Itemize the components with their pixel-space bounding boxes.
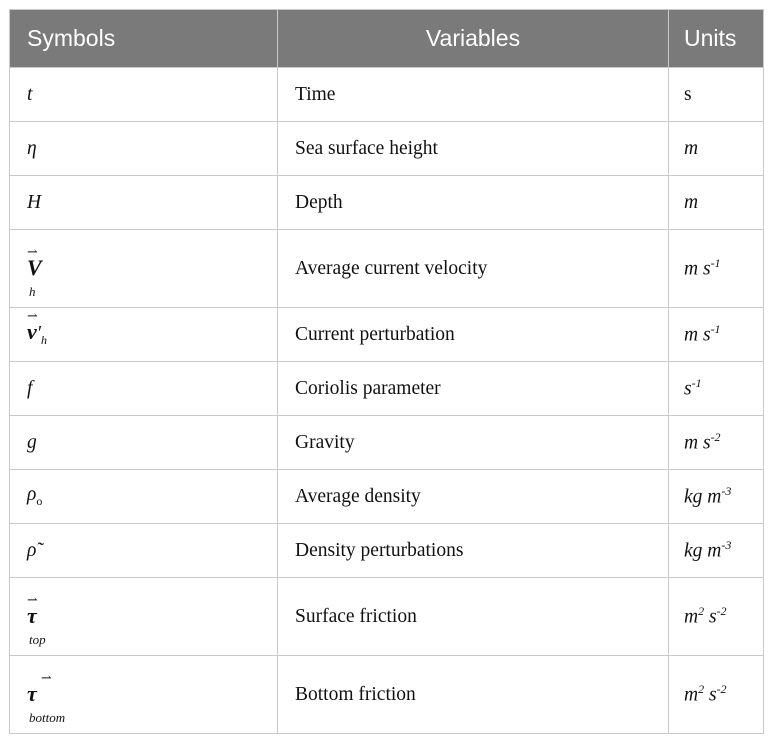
variable-cell: Current perturbation bbox=[278, 308, 669, 362]
symbol-subscript: h bbox=[41, 332, 48, 347]
symbol-cell: η bbox=[10, 122, 278, 176]
header-units: Units bbox=[669, 10, 764, 68]
vector-arrow-icon: ⇀ bbox=[27, 591, 38, 607]
table-row bbox=[10, 122, 764, 176]
unit-cell: $m^2$ $s^{-2}$ bbox=[669, 578, 764, 656]
vector-arrow-icon: ⇀ bbox=[41, 669, 52, 685]
table-row bbox=[10, 176, 764, 230]
variable-cell: Average current velocity bbox=[278, 230, 669, 308]
variable-cell: Depth bbox=[278, 176, 669, 230]
table-row bbox=[10, 578, 764, 656]
variable-cell: Bottom friction bbox=[278, 656, 669, 734]
vector-symbol bbox=[27, 243, 42, 299]
symbol-base: τ bbox=[27, 680, 37, 706]
variable-cell: Time bbox=[278, 68, 669, 122]
unit-cell: s bbox=[669, 68, 764, 122]
header-variables: Variables bbox=[278, 10, 669, 68]
unit-cell: kg $m^{-3}$ bbox=[669, 524, 764, 578]
table-row bbox=[10, 308, 764, 362]
symbol-subscript: o bbox=[36, 493, 43, 508]
symbol-cell: H bbox=[10, 176, 278, 230]
symbol-base: V bbox=[27, 254, 42, 280]
table-row bbox=[10, 524, 764, 578]
variable-cell: Average density bbox=[278, 470, 669, 524]
symbol-subscript: h bbox=[29, 283, 36, 299]
symbol-cell: t bbox=[10, 68, 278, 122]
variable-cell: Coriolis parameter bbox=[278, 362, 669, 416]
table-row bbox=[10, 230, 764, 308]
variable-cell: Surface friction bbox=[278, 578, 669, 656]
symbol-cell: ρ̃ bbox=[10, 524, 278, 578]
symbol-cell bbox=[10, 308, 278, 362]
unit-cell: $m^2$ $s^{-2}$ bbox=[669, 656, 764, 734]
symbol-base: v bbox=[27, 319, 37, 345]
symbol-base: τ bbox=[27, 602, 37, 628]
symbol-cell bbox=[10, 578, 278, 656]
vector-symbol bbox=[27, 308, 38, 345]
symbol-cell: g bbox=[10, 416, 278, 470]
unit-cell: m bbox=[669, 122, 764, 176]
table-row bbox=[10, 362, 764, 416]
table-row bbox=[10, 470, 764, 524]
symbol-cell bbox=[10, 230, 278, 308]
variable-cell: Density perturbations bbox=[278, 524, 669, 578]
table-row bbox=[10, 68, 764, 122]
symbols-table bbox=[9, 9, 764, 734]
unit-cell: m $s^{-1}$ bbox=[669, 230, 764, 308]
vector-symbol bbox=[27, 669, 66, 725]
vector-arrow-icon: ⇀ bbox=[27, 243, 38, 259]
variable-cell: Gravity bbox=[278, 416, 669, 470]
symbol-cell: f bbox=[10, 362, 278, 416]
vector-arrow-icon: ⇀ bbox=[27, 308, 38, 324]
unit-cell: $s^{-1}$ bbox=[669, 362, 764, 416]
unit-cell: m $s^{-1}$ bbox=[669, 308, 764, 362]
unit-cell: m bbox=[669, 176, 764, 230]
header-symbols: Symbols bbox=[10, 10, 278, 68]
unit-cell: kg $m^{-3}$ bbox=[669, 470, 764, 524]
symbol-cell: $\rho_o$ bbox=[10, 470, 278, 524]
header-row bbox=[10, 10, 764, 68]
variable-cell: Sea surface height bbox=[278, 122, 669, 176]
symbol-subscript: bottom bbox=[29, 709, 66, 725]
symbol-subscript: top bbox=[29, 631, 46, 647]
unit-cell: m $s^{-2}$ bbox=[669, 416, 764, 470]
table-row bbox=[10, 416, 764, 470]
vector-symbol bbox=[27, 591, 46, 647]
table-row bbox=[10, 656, 764, 734]
prime-mark: ′ bbox=[36, 323, 42, 345]
symbol-cell bbox=[10, 656, 278, 734]
